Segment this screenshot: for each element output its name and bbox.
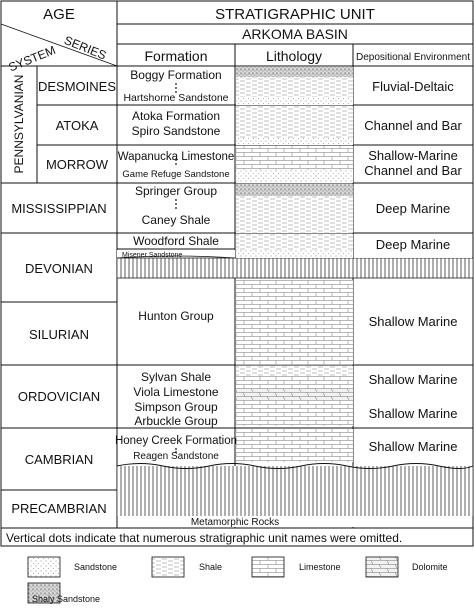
metamorphic-basement	[117, 464, 473, 528]
formation-spiro: Spiro Sandstone	[131, 124, 221, 138]
series-desmoines: DESMOINES	[37, 79, 117, 94]
env-channel-bar-morrow: Channel and Bar	[364, 163, 462, 178]
formation-reagen: Reagen Sandstone	[133, 451, 219, 462]
depositional-environment-header: Depositional Environment	[356, 52, 470, 63]
env-deep-marine-mississippian: Deep Marine	[375, 201, 451, 216]
system-cambrian: CAMBRIAN	[24, 452, 94, 467]
env-shallow-marine-silurian: Shallow Marine	[368, 314, 458, 329]
legend-label-shaly-sandstone: Shaly Sandstone	[32, 594, 101, 604]
system-ordovician: ORDOVICIAN	[17, 389, 101, 404]
age-header: AGE	[43, 6, 75, 23]
formation-simpson: Simpson Group	[134, 400, 218, 414]
system-pennsylvanian: PENNSYLVANIAN	[12, 74, 26, 174]
legend-label-limestone: Limestone	[299, 562, 341, 572]
system-devonian: DEVONIAN	[25, 261, 93, 276]
env-channel-bar: Channel and Bar	[364, 118, 462, 133]
env-shallow-marine-cambrian: Shallow Marine	[368, 439, 458, 454]
omitted-units-note: Vertical dots indicate that numerous stratigraphic unit names were omitted.	[6, 531, 403, 545]
series-atoka: ATOKA	[55, 118, 99, 133]
formation-misener: Misener Sandstone	[122, 252, 183, 259]
legend-label-dolomite: Dolomite	[412, 562, 448, 572]
system-precambrian: PRECAMBRIAN	[11, 501, 107, 516]
env-shallow-marine-ordovician-2: Shallow Marine	[368, 406, 458, 421]
env-shallow-marine-ordovician-1: Shallow Marine	[368, 372, 458, 387]
formation-game-refuge: Game Refuge Sandstone	[122, 169, 230, 180]
formation-arbuckle: Arbuckle Group	[134, 414, 218, 428]
series-header: SERIES	[62, 33, 109, 63]
system-silurian: SILURIAN	[29, 327, 89, 342]
env-shallow-marine-morrow: Shallow-Marine	[368, 148, 458, 163]
formation-sylvan: Sylvan Shale	[140, 370, 212, 384]
env-fluvial-deltaic: Fluvial-Deltaic	[372, 79, 454, 94]
series-morrow: MORROW	[45, 157, 109, 172]
formation-caney: Caney Shale	[141, 213, 211, 227]
legend-swatch-sandstone	[28, 557, 60, 577]
legend-swatch-shale	[152, 557, 184, 577]
formation-metamorphic: Metamorphic Rocks	[190, 517, 280, 528]
legend	[28, 557, 448, 604]
lithology-header: Lithology	[265, 48, 323, 64]
legend-label-sandstone: Sandstone	[74, 562, 118, 572]
system-mississippian: MISSISSIPPIAN	[11, 201, 107, 216]
system-header: SYSTEM	[6, 42, 58, 75]
formation-woodford: Woodford Shale	[133, 234, 219, 248]
formation-honey-creek: Honey Creek Formation	[114, 435, 238, 447]
formation-header: Formation	[144, 48, 208, 64]
legend-swatch-limestone	[252, 557, 284, 577]
env-deep-marine-woodford: Deep Marine	[375, 237, 451, 252]
formation-atoka: Atoka Formation	[131, 109, 221, 123]
formation-boggy: Boggy Formation	[130, 68, 222, 82]
basin-header: ARKOMA BASIN	[242, 26, 348, 42]
formation-hunton: Hunton Group	[138, 309, 214, 323]
formation-viola: Viola Limestone	[133, 385, 219, 399]
formation-wapanucka: Wapanucka Limestone	[117, 151, 235, 163]
legend-label-shale: Shale	[199, 562, 223, 572]
formation-springer: Springer Group	[134, 184, 218, 198]
legend-swatch-dolomite	[366, 557, 398, 577]
formation-hartshorne: Hartshorne Sandstone	[123, 92, 229, 104]
stratigraphic-unit-header: STRATIGRAPHIC UNIT	[215, 6, 375, 23]
